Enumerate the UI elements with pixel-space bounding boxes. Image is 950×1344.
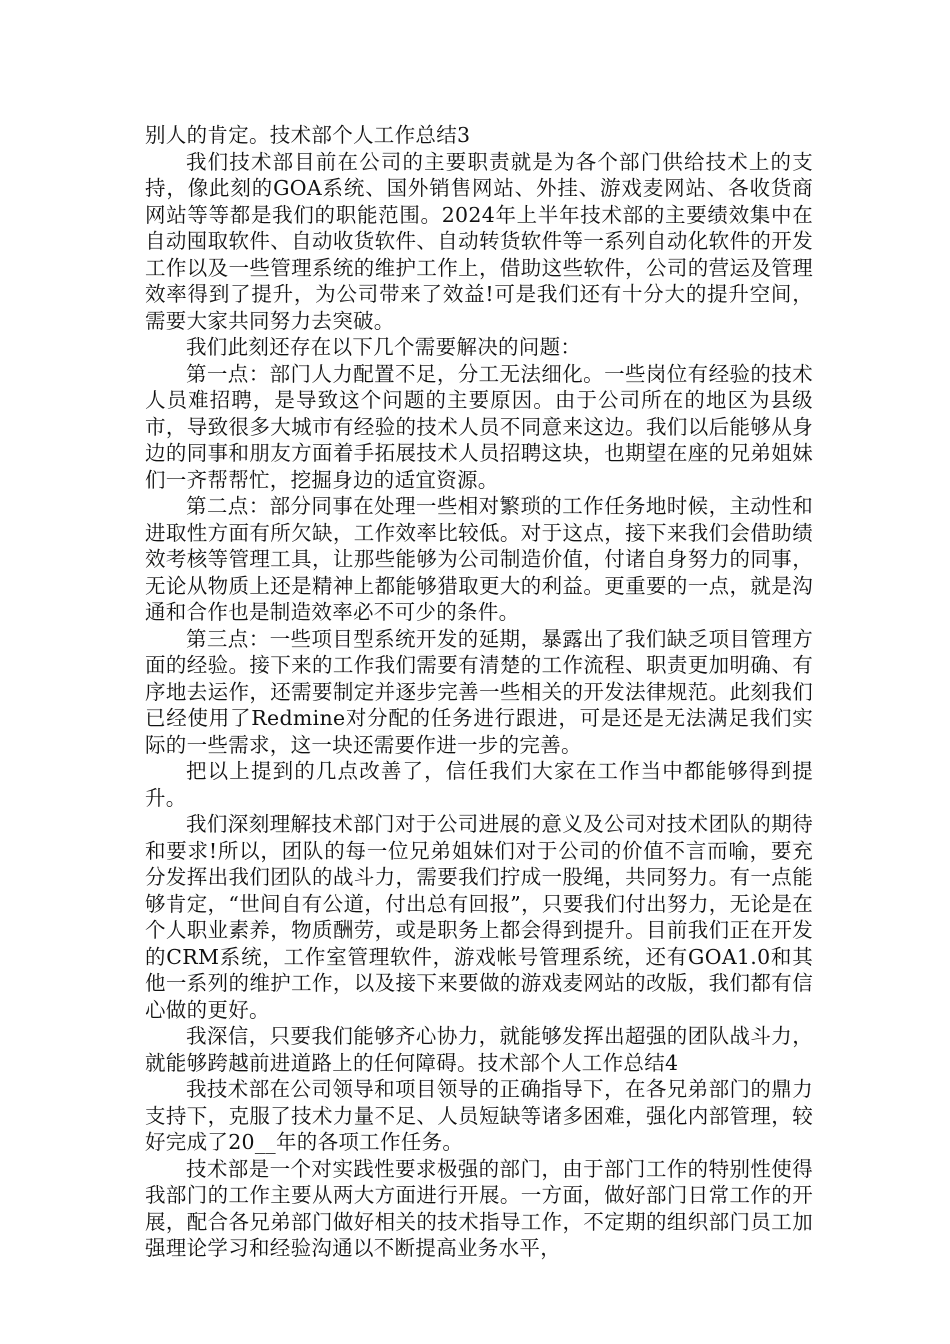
paragraph: 我技术部在公司领导和项目领导的正确指导下，在各兄弟部门的鼎力支持下，克服了技术力量不足、人员短缺等诸多困难，强化内部管理，较好完成了20__年的各项工作任务。 [145, 1077, 813, 1154]
paragraph: 把以上提到的几点改善了，信任我们大家在工作当中都能够得到提升。 [145, 759, 813, 810]
paragraph: 我们深刻理解技术部门对于公司进展的意义及公司对技术团队的期待和要求!所以，团队的每一位兄弟姐妹们对于公司的价值不言而喻，要充分发挥出我们团队的战斗力，需要我们拧成一股绳，共同努力。有一点能够肯定，“世间自有公道，付出总有回报”，只要我们付出努力，无论是在个人职业素养，物质酬劳，或是职务上都会得到提升。目前我们正在开发的CRM系统，工作室管理软件，游戏帐号管理系统，还有GOA1.0和其他一系列的维护工作，以及接下来要做的游戏麦网站的改版，我们都有信心做的更好。 [145, 812, 813, 1022]
paragraph: 我们此刻还存在以下几个需要解决的问题： [186, 335, 582, 359]
paragraph: 第一点：部门人力配置不足，分工无法细化。一些岗位有经验的技术人员难招聘，是导致这个问题的主要原因。由于公司所在的地区为县级市，导致很多大城市有经验的技术人员不同意来这边。我们以后能够从身边的同事和朋友方面着手拓展技术人员招聘这块，也期望在座的兄弟姐妹们一齐帮帮忙，挖掘身边的适宜资源。 [145, 361, 813, 492]
paragraph: 我们技术部目前在公司的主要职责就是为各个部门供给技术上的支持，像此刻的GOA系统、国外销售网站、外挂、游戏麦网站、各收货商网站等等都是我们的职能范围。2024年上半年技术部的主要绩效集中在自动囤取软件、自动收货软件、自动转货软件等一系列自动化软件的开发工作以及一些管理系统的维护工作上，借助这些软件，公司的营运及管理效率得到了提升，为公司带来了效益!可是我们还有十分大的提升空间，需要大家共同努力去突破。 [145, 149, 813, 333]
paragraph: 我深信，只要我们能够齐心协力，就能够发挥出超强的团队战斗力，就能够跨越前进道路上的任何障碍。技术部个人工作总结4 [145, 1024, 813, 1075]
document-body [145, 122, 813, 1262]
paragraph: 别人的肯定。技术部个人工作总结3 [145, 123, 471, 147]
paragraph: 技术部是一个对实践性要求极强的部门，由于部门工作的特别性使得我部门的工作主要从两大方面进行开展。一方面，做好部门日常工作的开展，配合各兄弟部门做好相关的技术指导工作，不定期的组织部门员工加强理论学习和经验沟通以不断提高业务水平， [145, 1156, 813, 1260]
paragraph: 第三点：一些项目型系统开发的延期，暴露出了我们缺乏项目管理方面的经验。接下来的工作我们需要有清楚的工作流程、职责更加明确、有序地去运作，还需要制定并逐步完善一些相关的开发法律规范。此刻我们已经使用了Redmine对分配的任务进行跟进，可是还是无法满足我们实际的一些需求，这一块还需要作进一步的完善。 [145, 626, 813, 757]
paragraph: 第二点：部分同事在处理一些相对繁琐的工作任务地时候，主动性和进取性方面有所欠缺，工作效率比较低。对于这点，接下来我们会借助绩效考核等管理工具，让那些能够为公司制造价值，付诸自身努力的同事，无论从物质上还是精神上都能够猎取更大的利益。更重要的一点，就是沟通和合作也是制造效率必不可少的条件。 [145, 494, 813, 624]
